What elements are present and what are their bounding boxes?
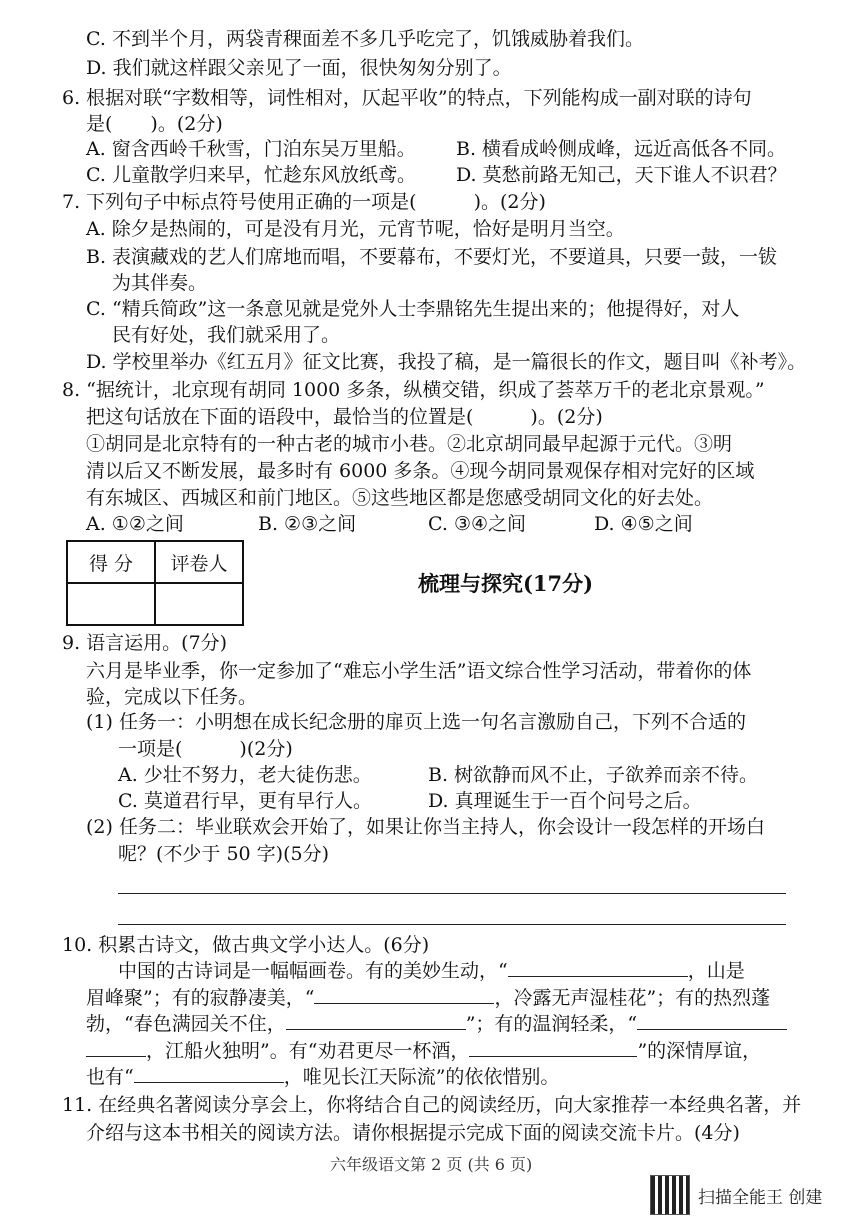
question-10-stem: 10. 积累古诗文，做古典文学小达人。(6分)	[62, 934, 430, 956]
question-11-stem: 11. 在经典名著阅读分享会上，你将结合自己的阅读经历，向大家推荐一本经典名著，并	[62, 1094, 802, 1116]
question-8-passage-1: ①胡同是北京特有的一种古老的城市小巷。②北京胡同最早起源于元代。③明	[86, 433, 733, 455]
question-7-option-b: B. 表演藏戏的艺人们席地而唱，不要幕布，不要灯光，不要道具，只要一鼓，一钹	[86, 246, 778, 268]
question-10-text: 中国的古诗词是一幅幅画卷。有的美妙生动，“	[118, 960, 508, 982]
question-10-line-5	[86, 1064, 559, 1090]
question-6-option-b: B. 横看成岭侧成峰，远近高低各不同。	[456, 138, 787, 160]
question-10-text: ”的深情厚谊，	[637, 1040, 762, 1062]
score-header: 得 分	[67, 541, 155, 583]
score-table	[66, 540, 244, 626]
question-8-passage-2: 清以后又不断发展，最多时有 6000 多条。④现今胡同景观保存相对完好的区域	[86, 460, 755, 482]
question-6-stem: 6. 根据对联“字数相等，词性相对，仄起平收”的特点，下列能构成一副对联的诗句	[62, 87, 752, 109]
scanner-watermark	[650, 1175, 822, 1215]
answer-line-2[interactable]	[118, 924, 786, 925]
blank-3[interactable]	[286, 1011, 466, 1030]
question-10-text: 勃，“春色满园关不住，	[86, 1013, 286, 1035]
question-10-text: ，冷露无声湿桂花”；有的热烈蓬	[494, 987, 771, 1009]
question-9-task-1-cont: 一项是( )(2分)	[118, 738, 293, 760]
question-6-option-d: D. 莫愁前路无知己，天下谁人不识君？	[456, 164, 787, 186]
question-9-intro-2: 验，完成以下任务。	[86, 686, 258, 708]
section-title: 梳理与探究(17分)	[418, 571, 594, 596]
blank-1[interactable]	[508, 958, 688, 977]
question-9-task-2: (2) 任务二：毕业联欢会开始了，如果让你当主持人，你会设计一段怎样的开场白	[86, 816, 765, 838]
blank-2[interactable]	[314, 985, 494, 1004]
question-9-intro-1: 六月是毕业季，你一定参加了“难忘小学生活”语文综合性学习活动，带着你的体	[86, 660, 752, 682]
question-10-line-3	[86, 1011, 787, 1037]
question-8-option-a: A. ①②之间	[86, 513, 184, 535]
score-cell[interactable]	[67, 583, 155, 625]
question-9-task-2-cont: 呢？(不少于 50 字)(5分)	[118, 843, 329, 865]
question-8-option-d: D. ④⑤之间	[594, 513, 693, 535]
question-10-text: ，唯见长江天际流”的依依惜别。	[283, 1066, 560, 1088]
question-10-text: ，江船火独明”。有“劝君更尽一杯酒，	[146, 1040, 470, 1062]
question-8-passage-3: 有东城区、西城区和前门地区。⑤这些地区都是您感受胡同文化的好去处。	[86, 487, 714, 509]
question-10-line-1	[118, 958, 745, 984]
qr-code-icon	[650, 1175, 690, 1215]
question-10-text: ，山是	[687, 960, 745, 982]
question-6-option-c: C. 儿童散学归来早，忙趁东风放纸鸢。	[86, 164, 416, 186]
blank-5[interactable]	[469, 1038, 637, 1057]
grader-header: 评卷人	[155, 541, 243, 583]
blank-4a[interactable]	[637, 1011, 787, 1030]
question-10-line-4	[86, 1038, 761, 1064]
question-9-option-d: D. 真理诞生于一百个问号之后。	[428, 790, 702, 812]
option-c-previous: C. 不到半个月，两袋青稞面差不多几乎吃完了，饥饿威胁着我们。	[86, 28, 644, 50]
blank-6[interactable]	[134, 1064, 284, 1083]
question-10-text: ”；有的温润轻柔，“	[465, 1013, 638, 1035]
question-10-text: 也有“	[86, 1066, 134, 1088]
question-7-stem: 7. 下列句子中标点符号使用正确的一项是( )。(2分)	[62, 191, 546, 213]
question-9-option-b: B. 树欲静而风不止，子欲养而亲不待。	[428, 764, 759, 786]
question-6-option-a: A. 窗含西岭千秋雪，门泊东吴万里船。	[86, 138, 416, 160]
question-9-task-1: (1) 任务一：小明想在成长纪念册的扉页上选一句名言激励自己，下列不合适的	[86, 711, 746, 733]
watermark-text: 扫描全能王 创建	[698, 1187, 823, 1208]
question-10-text: 眉峰聚”；有的寂静凄美，“	[86, 987, 315, 1009]
question-6-stem-cont: 是( )。(2分)	[86, 113, 223, 135]
question-8-stem-cont: 把这句话放在下面的语段中，最恰当的位置是( )。(2分)	[86, 406, 603, 428]
blank-4b[interactable]	[86, 1038, 146, 1057]
question-8-option-b: B. ②③之间	[258, 513, 357, 535]
answer-line-1[interactable]	[118, 893, 786, 894]
question-8-stem: 8. “据统计，北京现有胡同 1000 多条，纵横交错，织成了荟萃万千的老北京景观。”	[62, 379, 765, 401]
question-9-option-a: A. 少壮不努力，老大徒伤悲。	[118, 764, 372, 786]
question-11-stem-cont: 介绍与这本书相关的阅读方法。请你根据提示完成下面的阅读交流卡片。(4分)	[86, 1122, 740, 1144]
question-9-option-c: C. 莫道君行早，更有早行人。	[118, 790, 372, 812]
question-10-line-2	[86, 985, 770, 1011]
page-footer: 六年级语文第 2 页 (共 6 页)	[330, 1155, 533, 1174]
question-7-option-d: D. 学校里举办《红五月》征文比赛，我投了稿，是一篇很长的作文，题目叫《补考》。	[86, 351, 807, 373]
option-d-previous: D. 我们就这样跟父亲见了一面，很快匆匆分别了。	[86, 57, 512, 79]
grader-cell[interactable]	[155, 583, 243, 625]
question-7-option-c: C. “精兵简政”这一条意见就是党外人士李鼎铭先生提出来的；他提得好，对人	[86, 298, 740, 320]
question-9-stem: 9. 语言运用。(7分)	[62, 632, 228, 654]
question-8-option-c: C. ③④之间	[428, 513, 527, 535]
question-7-option-b-cont: 为其伴奏。	[112, 272, 208, 294]
question-7-option-c-cont: 民有好处，我们就采用了。	[112, 324, 341, 346]
question-7-option-a: A. 除夕是热闹的，可是没有月光，元宵节呢，恰好是明月当空。	[86, 218, 625, 240]
